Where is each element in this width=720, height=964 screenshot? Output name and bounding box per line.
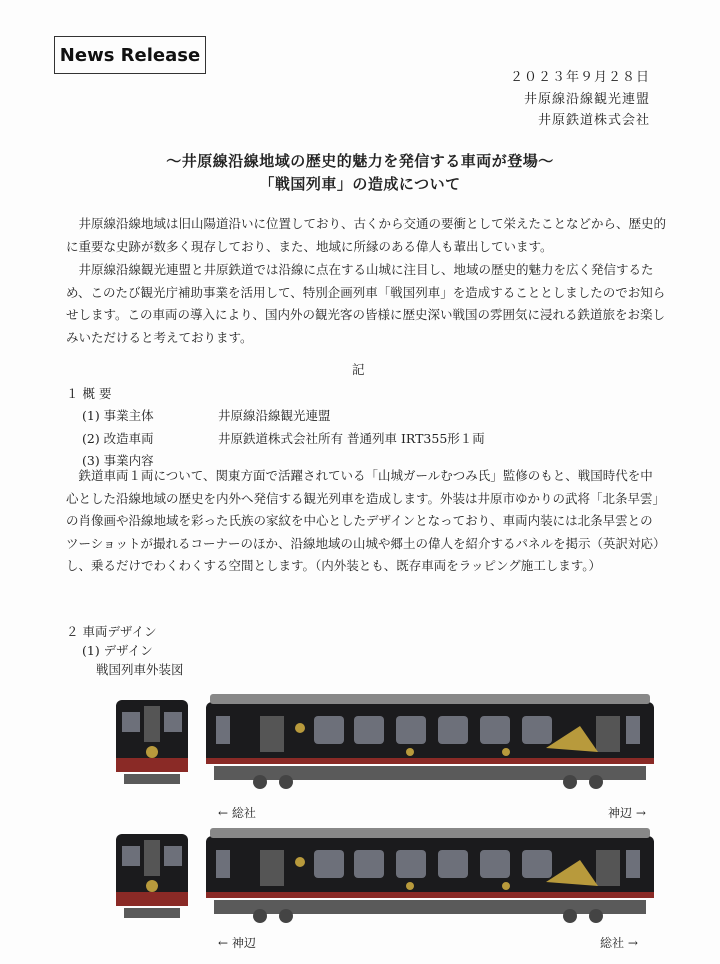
page-title: ～井原線沿線地域の歴史的魅力を発信する車両が登場～ bbox=[166, 152, 554, 170]
train-illustration-1 bbox=[110, 688, 665, 796]
business-content-text: 鉄道車両１両について、関東方面で活躍されている「山城ガールむつみ氏」監修のもと、戦国時代を中心とした沿線地域の歴史を内外へ発信する観光列車を造成します。外装は井原市ゆかりの武将「北条早雲」の肖像画や沿線地域を彩った氏族の家紋を中心としたデザインとなっており、車両内装には北条早雲とのツーショットが撮れるコーナーのほか、沿線地域の山城や郷土の偉人を紹介するパネルを掲示（英訳対応）し、乗るだけでわくわくする空間とします。（内外装とも、既存車両をラッピング施工します。） bbox=[66, 468, 660, 573]
train-side-view bbox=[206, 694, 654, 789]
section-2-heading: ２ 車両デザイン bbox=[66, 624, 157, 639]
page-subtitle: 「戦国列車」の造成について bbox=[259, 175, 461, 193]
train-1-left-direction: ← 総社 bbox=[218, 806, 256, 820]
org-name-2: 井原鉄道株式会社 bbox=[537, 113, 650, 128]
train-1-right-direction: 神辺 → bbox=[608, 806, 646, 820]
train-front-view bbox=[116, 700, 188, 784]
train-side-view bbox=[206, 828, 654, 923]
design-label: (1) デザイン bbox=[82, 643, 153, 658]
train-2-right-direction: 総社 → bbox=[600, 936, 638, 950]
release-date: ２０２３年９月２８日 bbox=[509, 70, 650, 85]
item-1-label: (1) 事業主体 bbox=[82, 408, 154, 423]
section-1-heading: １ 概 要 bbox=[66, 386, 112, 401]
train-2-left-direction: ← 神辺 bbox=[218, 936, 256, 950]
ki-heading: 記 bbox=[352, 362, 365, 377]
item-1-value: 井原線沿線観光連盟 bbox=[218, 408, 331, 423]
news-release-badge: News Release bbox=[54, 36, 206, 74]
train-illustration-2 bbox=[110, 822, 665, 930]
org-name-1: 井原線沿線観光連盟 bbox=[523, 92, 650, 107]
train-front-view bbox=[116, 834, 188, 918]
intro-paragraph-2: 井原線沿線観光連盟と井原鉄道では沿線に点在する山城に注目し、地域の歴史的魅力を広く発信するため、このたび観光庁補助事業を活用して、特別企画列車「戦国列車」を造成することとしましたのでお知らせします。この車両の導入により、国内外の観光客の皆様に歴史深い戦国の雰囲気に浸れる鉄道旅をお楽しみいただけると考えております。 bbox=[66, 262, 666, 345]
item-2-label: (2) 改造車両 bbox=[82, 431, 154, 446]
item-3-label: (3) 事業内容 bbox=[82, 453, 154, 468]
item-2-value: 井原鉄道株式会社所有 普通列車 IRT355形１両 bbox=[218, 431, 485, 446]
figure-caption: 戦国列車外装図 bbox=[96, 662, 184, 677]
intro-paragraph-1: 井原線沿線地域は旧山陽道沿いに位置しており、古くから交通の要衝として栄えたことなどから、歴史的に重要な史跡が数多く現存しており、また、地域に所縁のある偉人も輩出しています。 bbox=[66, 216, 667, 254]
